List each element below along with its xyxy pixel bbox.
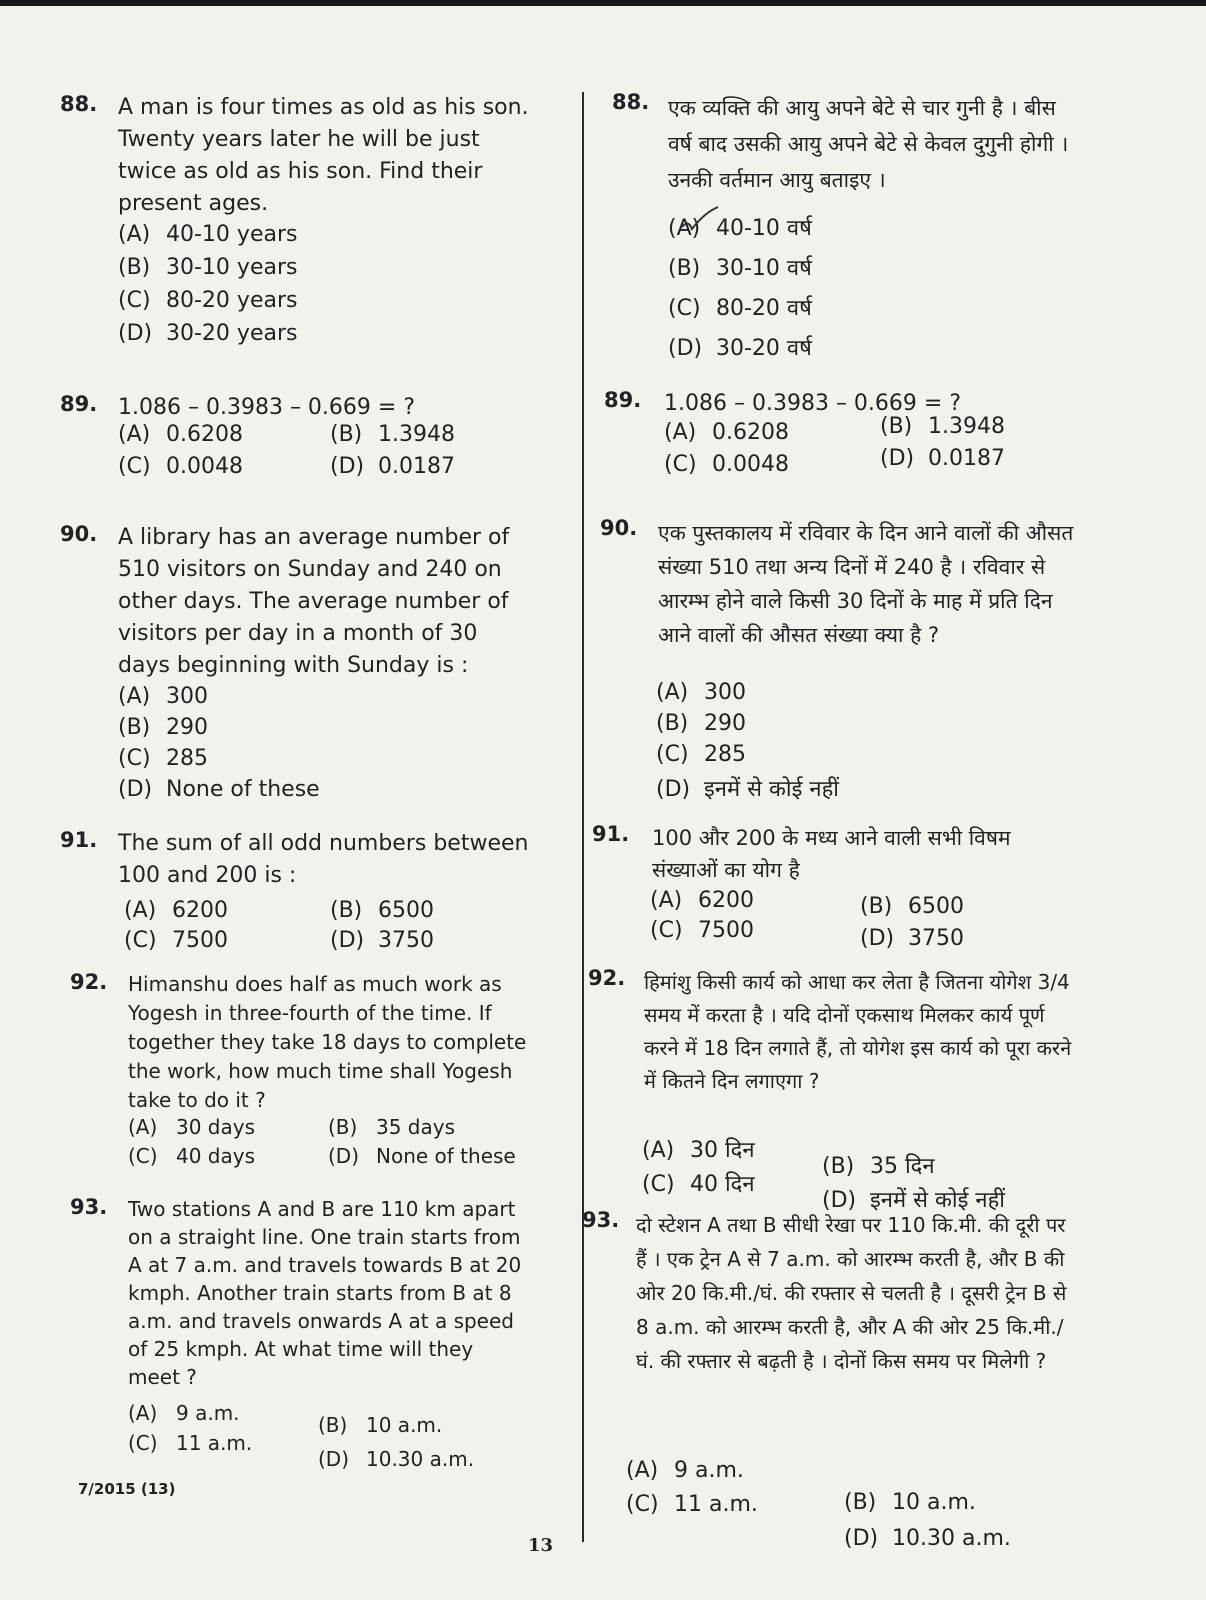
question-number: 90. [600,516,638,540]
question-88-en [60,92,530,362]
question-number: 93. [70,1195,108,1219]
option-b[interactable]: (B) 10 a.m. [844,1490,976,1515]
option-b[interactable]: (B) 1.3948 [880,414,1005,439]
page-top-edge [0,0,1206,6]
question-text: A library has an average number of 510 visitors on Sunday and 240 on other days. The average number of visitors per day in a month of 30 days beginning with Sunday is : [118,525,510,678]
page-number: 13 [528,1535,554,1556]
option-a[interactable]: (A) 30 दिन [642,1138,755,1163]
option-c[interactable]: (C) 7500 [124,928,228,953]
option-d[interactable]: (D) 10.30 a.m. [844,1526,1011,1551]
option-d[interactable]: (D) 3750 [860,926,964,951]
question-text: दो स्टेशन A तथा B सीधी रेखा पर 110 कि.मी. की दूरी पर हैं । एक ट्रेन A से 7 a.m. को आरम्भ करती है, और B की ओर 20 कि.मी./घं. की रफ्तार से चलती है । दूसरी ट्रेन B से 8 a.m. को आरम्भ करती है, और A की ओर 25 कि.मी./घं. की रफ्तार से बढ़ती है । दोनों किस समय पर मिलेगी ? [636,1213,1067,1373]
question-91-hi [592,822,1080,962]
question-text: Two stations A and B are 110 km apart on a straight line. One train starts from A at 7 a.m. and travels towards B at 20 kmph. Another train starts from B at 8 a.m. and travels onwards A at a speed of 25 kmph. At what time will they meet ? [128,1197,522,1389]
question-number: 89. [604,388,642,412]
option-c[interactable]: (C) 0.0048 [664,452,789,477]
option-b[interactable]: (B) 290 [118,715,208,740]
option-b[interactable]: (B) 30-10 वर्ष [668,256,812,281]
question-number: 92. [70,970,108,994]
question-number: 93. [582,1208,620,1232]
question-text: The sum of all odd numbers between 100 and 200 is : [118,831,529,888]
option-c[interactable]: (C) 7500 [650,918,754,943]
question-92-en [60,970,530,1180]
question-91-en [60,828,530,958]
question-text: Himanshu does half as much work as Yogesh in three-fourth of the time. If together they take 18 days to complete the work, how much time shall Yogesh take to do it ? [128,972,527,1112]
question-88-hi [600,90,1080,370]
option-b[interactable]: (B) 35 days [328,1115,456,1139]
question-89-hi [600,388,1080,488]
question-number: 91. [592,822,630,846]
option-b[interactable]: (B) 6500 [860,894,964,919]
column-divider [582,92,584,1542]
option-c[interactable]: (C) 285 [656,742,746,767]
pen-tick-mark-icon [680,205,720,233]
option-a[interactable]: (A) 6200 [650,888,754,913]
option-b[interactable]: (B) 6500 [330,898,434,923]
option-a[interactable]: (A) 0.6208 [664,420,789,445]
option-c[interactable]: (C) 11 a.m. [128,1431,253,1455]
option-c[interactable]: (C) 80-20 years [118,288,298,313]
question-text: 100 और 200 के मध्य आने वाली सभी विषम संख्याओं का योग है [652,826,1011,882]
option-a[interactable]: (A) 6200 [124,898,228,923]
option-a[interactable]: (A) 9 a.m. [626,1458,744,1483]
paper-code: 7/2015 (13) [78,1480,176,1498]
question-number: 88. [60,92,98,116]
option-c[interactable]: (C) 11 a.m. [626,1492,758,1517]
option-d[interactable]: (D) 30-20 वर्ष [668,336,812,361]
question-89-en [60,392,530,492]
question-number: 92. [588,966,626,990]
question-number: 89. [60,392,98,416]
option-c[interactable]: (C) 40 दिन [642,1172,755,1197]
question-text: A man is four times as old as his son. Twenty years later he will be just twice as old as his son. Find their present ages. [118,95,529,216]
option-a[interactable]: (A) 40-10 वर्ष [668,216,812,241]
option-b[interactable]: (B) 10 a.m. [318,1413,443,1437]
option-a[interactable]: (A) 300 [656,680,746,705]
option-b[interactable]: (B) 290 [656,711,746,736]
question-90-hi [600,516,1080,806]
option-d[interactable]: (D) इनमें से कोई नहीं [656,777,840,802]
question-number: 88. [612,90,650,114]
option-d[interactable]: (D) 0.0187 [330,454,455,479]
option-c[interactable]: (C) 40 days [128,1144,256,1168]
question-text: 1.086 – 0.3983 – 0.669 = ? [664,391,962,416]
option-b[interactable]: (B) 30-10 years [118,255,298,280]
option-d[interactable]: (D) None of these [118,777,320,802]
option-c[interactable]: (C) 0.0048 [118,454,243,479]
question-90-en [60,522,530,812]
option-a[interactable]: (A) 0.6208 [118,422,243,447]
question-number: 91. [60,828,98,852]
option-c[interactable]: (C) 80-20 वर्ष [668,296,812,321]
option-a[interactable]: (A) 300 [118,684,208,709]
option-d[interactable]: (D) 30-20 years [118,321,298,346]
option-d[interactable]: (D) 10.30 a.m. [318,1447,475,1471]
question-93-en [60,1195,530,1475]
option-d[interactable]: (D) None of these [328,1144,516,1168]
option-d[interactable]: (D) इनमें से कोई नहीं [822,1188,1006,1213]
question-text: एक पुस्तकालय में रविवार के दिन आने वालों की औसत संख्या 510 तथा अन्य दिनों में 240 है । रविवार से आरम्भ होने वाले किसी 30 दिनों के माह में प्रति दिन आने वालों की औसत संख्या क्या है ? [658,521,1074,647]
question-93-hi [582,1208,1080,1568]
option-b[interactable]: (B) 35 दिन [822,1154,935,1179]
question-text: 1.086 – 0.3983 – 0.669 = ? [118,395,416,420]
option-d[interactable]: (D) 3750 [330,928,434,953]
question-number: 90. [60,522,98,546]
option-d[interactable]: (D) 0.0187 [880,446,1005,471]
option-a[interactable]: (A) 9 a.m. [128,1401,240,1425]
option-a[interactable]: (A) 40-10 years [118,222,298,247]
question-text: हिमांशु किसी कार्य को आधा कर लेता है जितना योगेश 3/4 समय में करता है । यदि दोनों एकसाथ मिलकर कार्य पूर्ण करने में 18 दिन लगाते हैं, तो योगेश इस कार्य को पूरा करने में कितने दिन लगाएगा ? [644,970,1072,1093]
question-92-hi [588,966,1080,1213]
question-text: एक व्यक्ति की आयु अपने बेटे से चार गुनी है । बीस वर्ष बाद उसकी आयु अपने बेटे से केवल दुगुनी होगी । उनकी वर्तमान आयु बताइए । [668,96,1069,192]
option-a[interactable]: (A) 30 days [128,1115,256,1139]
option-c[interactable]: (C) 285 [118,746,208,771]
option-b[interactable]: (B) 1.3948 [330,422,455,447]
